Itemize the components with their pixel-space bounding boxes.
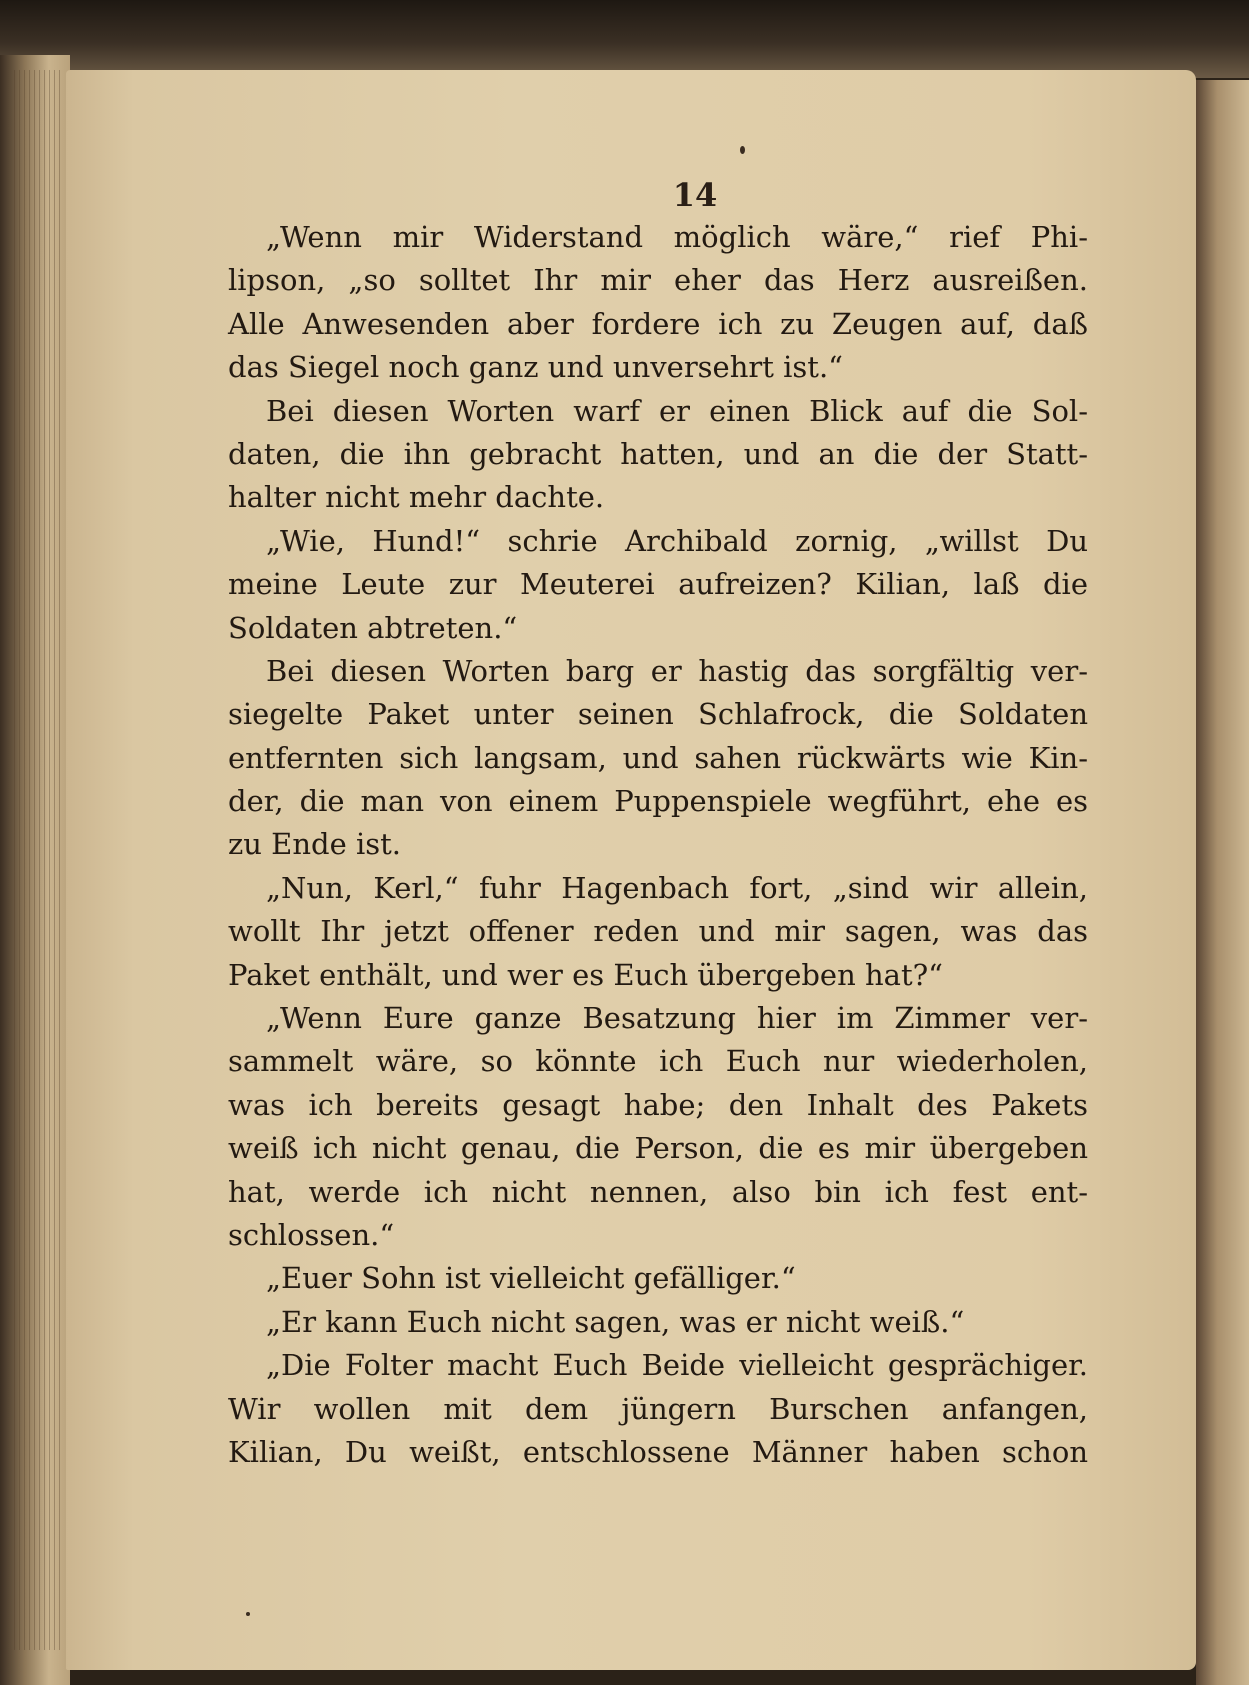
text-line: zu Ende ist. — [228, 827, 401, 862]
text-line: „Wenn mir Widerstand möglich wäre,“ rief Phi- — [266, 220, 1088, 254]
book-top-edge — [0, 0, 1249, 78]
text-line: sammelt wäre, so könnte ich Euch nur wiederholen, — [228, 1044, 1088, 1079]
text-line: Wir wollen mit dem jüngern Burschen anfangen, — [228, 1391, 1088, 1426]
page-edges — [14, 70, 64, 1650]
text-line: Bei diesen Worten barg er hastig das sorgfältig ver- — [266, 653, 1088, 688]
page-text — [228, 216, 1088, 1474]
text-line: lipson, „so solltet Ihr mir eher das Herz ausreißen. — [228, 263, 1088, 298]
text-line: „Wie, Hund!“ schrie Archibald zornig, „willst Du — [266, 523, 1088, 558]
text-line: weiß ich nicht genau, die Person, die es mir übergeben — [228, 1131, 1088, 1166]
text-line: Bei diesen Worten warf er einen Blick auf die Sol- — [266, 393, 1088, 428]
page-number: 14 — [672, 176, 718, 214]
text-line: „Euer Sohn ist vielleicht gefälliger.“ — [266, 1261, 796, 1296]
text-line: der, die man von einem Puppenspiele wegführt, ehe es — [228, 784, 1088, 819]
text-line: entfernten sich langsam, und sahen rückwärts wie Kin- — [228, 740, 1088, 775]
text-line: „Er kann Euch nicht sagen, was er nicht weiß.“ — [266, 1304, 965, 1339]
text-line: „Wenn Eure ganze Besatzung hier im Zimmer ver- — [266, 1001, 1088, 1036]
text-line: wollt Ihr jetzt offener reden und mir sagen, was das — [228, 914, 1088, 949]
text-line: das Siegel noch ganz und unversehrt ist.“ — [228, 350, 843, 385]
text-line: hat, werde ich nicht nennen, also bin ich fest ent- — [228, 1174, 1088, 1209]
ink-speck — [246, 1612, 250, 1616]
ink-speck — [740, 146, 745, 154]
text-line: was ich bereits gesagt habe; den Inhalt des Pakets — [228, 1087, 1088, 1122]
text-line: halter nicht mehr dachte. — [228, 480, 605, 515]
text-line: meine Leute zur Meuterei aufreizen? Kilian, laß die — [228, 567, 1088, 602]
text-line: Alle Anwesenden aber fordere ich zu Zeugen auf, daß — [228, 306, 1088, 341]
text-line: Kilian, Du weißt, entschlossene Männer haben schon — [228, 1434, 1088, 1469]
text-line: Soldaten abtreten.“ — [228, 610, 518, 645]
facing-page-edge — [1196, 80, 1249, 1685]
text-line: „Nun, Kerl,“ fuhr Hagenbach fort, „sind wir allein, — [266, 870, 1088, 905]
text-line: Paket enthält, und wer es Euch übergeben hat?“ — [228, 957, 943, 992]
text-line: siegelte Paket unter seinen Schlafrock, die Soldaten — [228, 697, 1088, 732]
text-line: schlossen.“ — [228, 1217, 395, 1252]
text-line: daten, die ihn gebracht hatten, und an die der Statt- — [228, 436, 1088, 471]
text-line: „Die Folter macht Euch Beide vielleicht gesprächiger. — [266, 1348, 1088, 1383]
